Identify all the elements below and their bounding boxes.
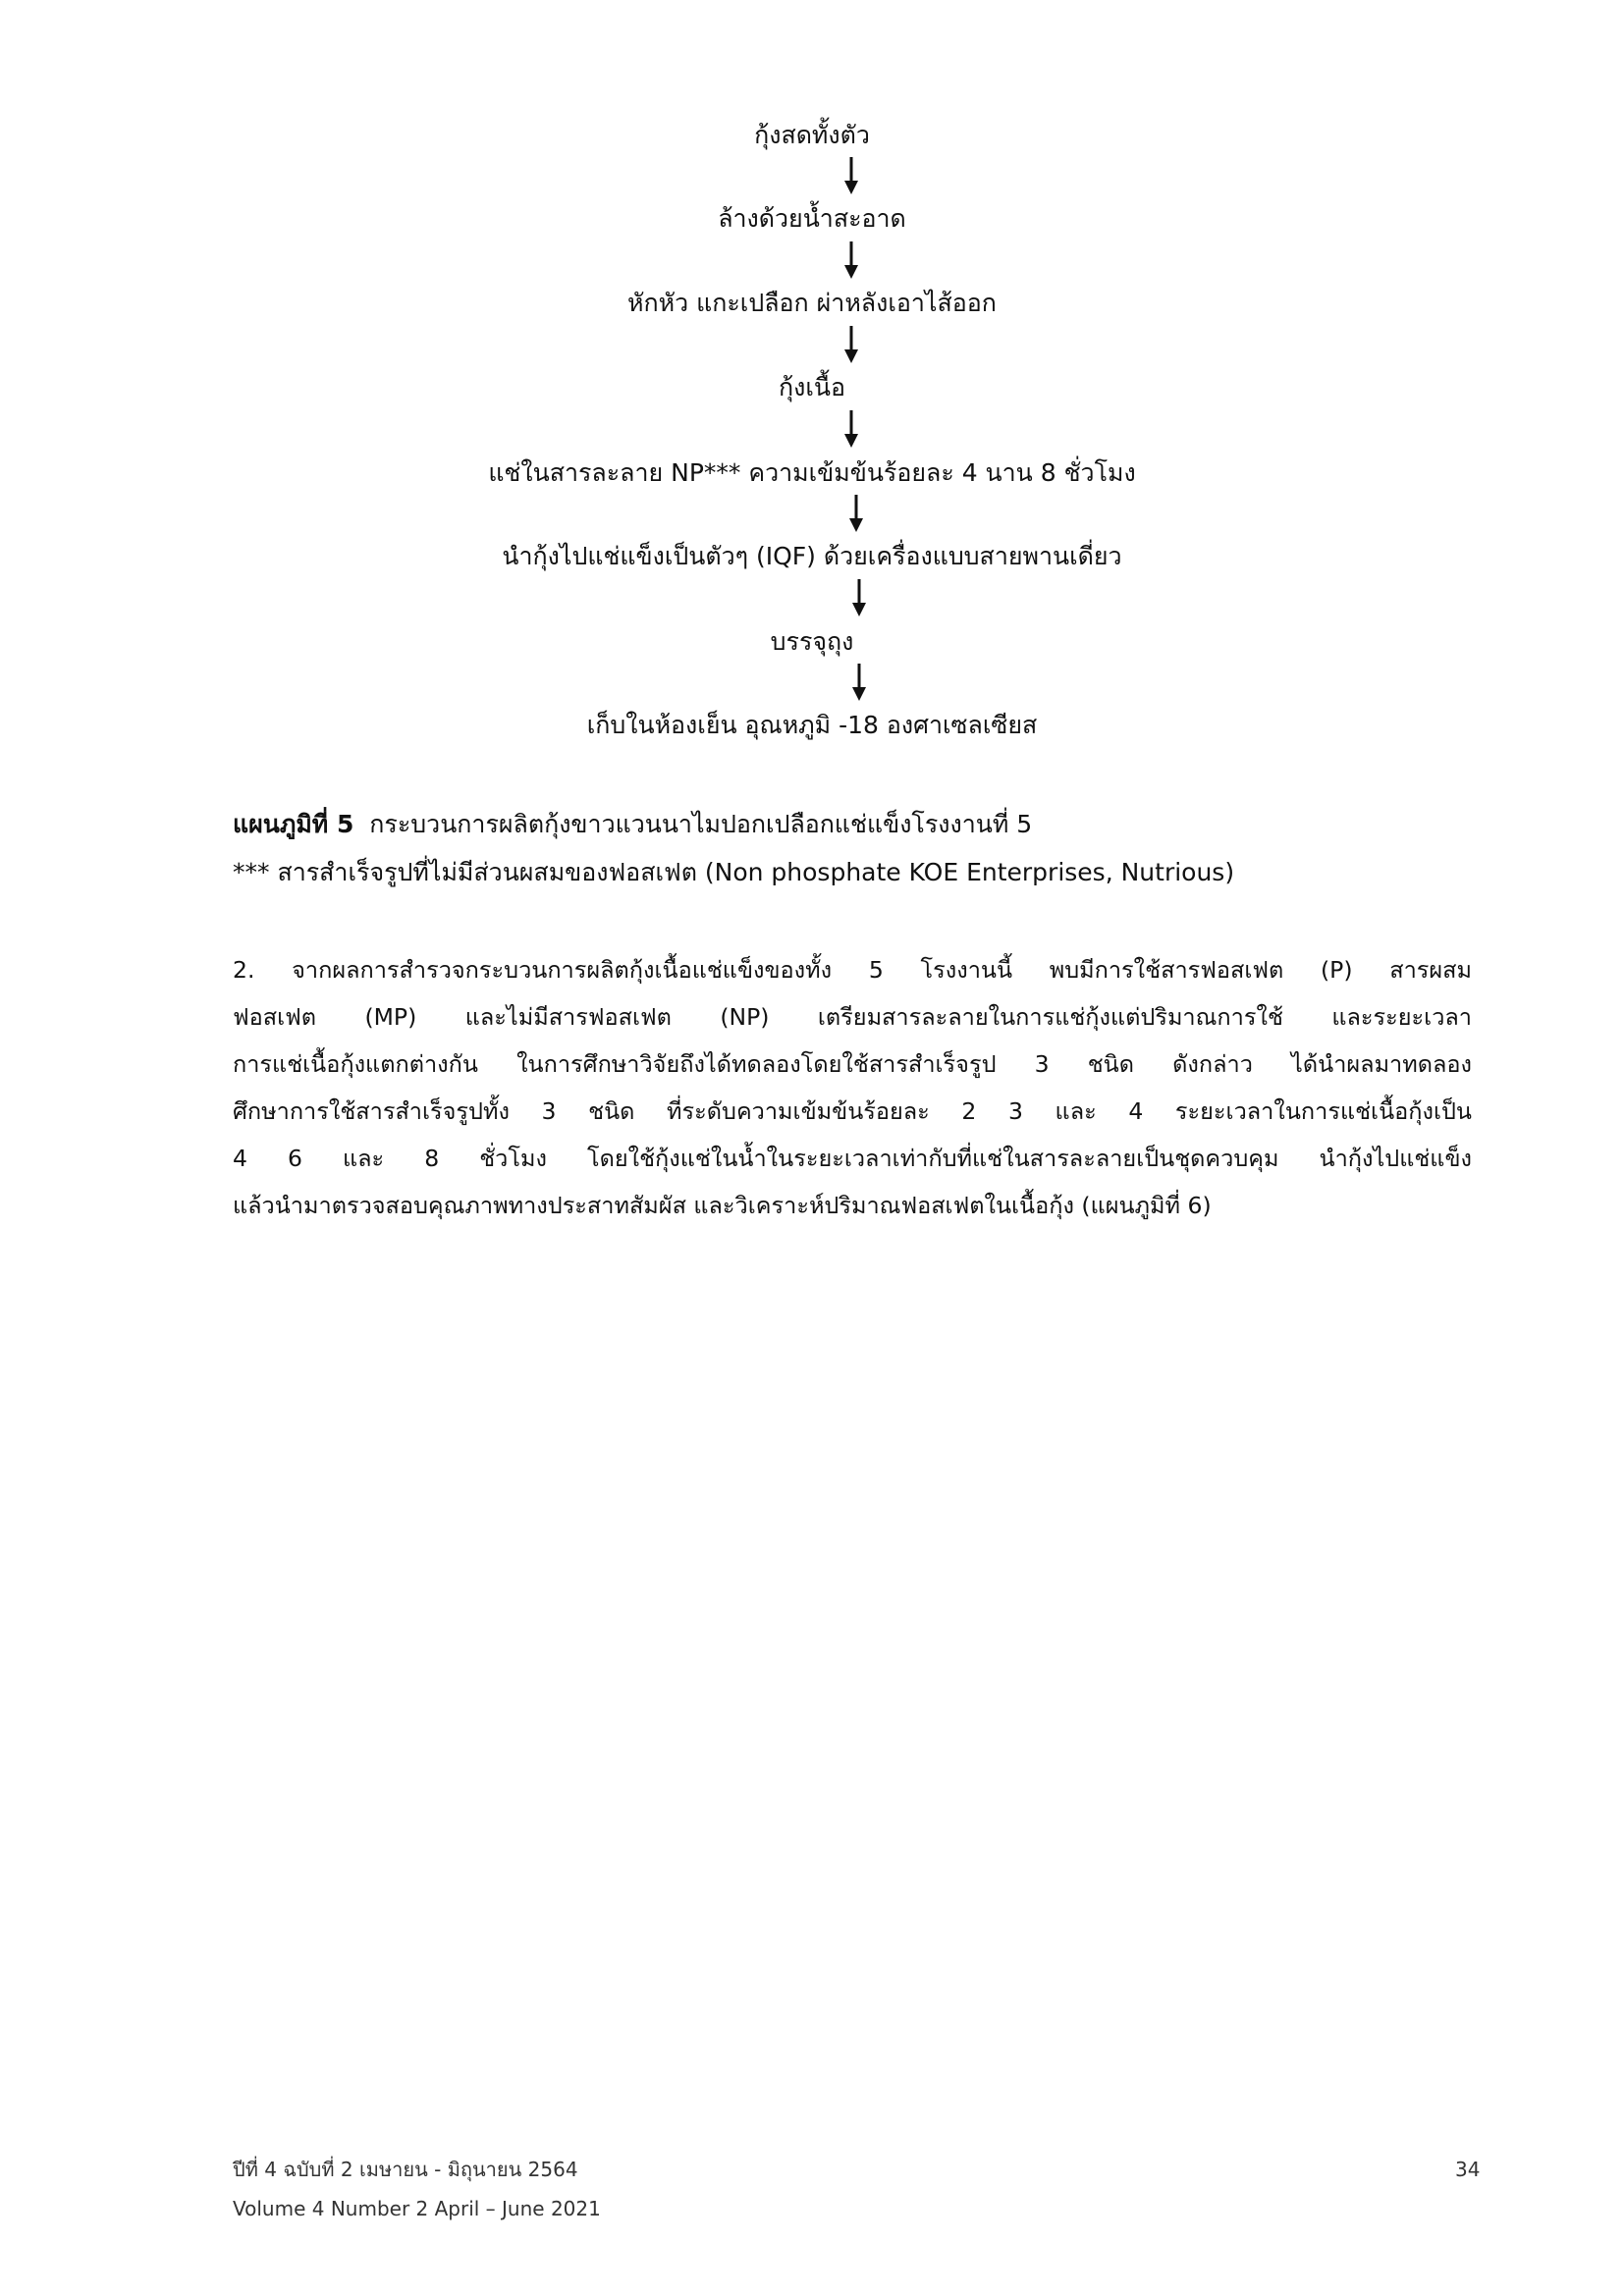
footer-issue-english: Volume 4 Number 2 April – June 2021 xyxy=(233,2197,601,2220)
flow-step-freeze: นำกุ้งไปแช่แข็งเป็นตัวๆ (IQF) ด้วยเครื่องแบบสายพานเดี่ยว xyxy=(502,542,1122,570)
paragraph-line: การแช่เนื้อกุ้งแตกต่างกัน ในการศึกษาวิจัยถึงได้ทดลองโดยใช้สารสำเร็จรูป 3 ชนิด ดังกล่าว ได้นำผลมาทดลอง xyxy=(233,1050,1472,1078)
flow-step-shrimp-meat: กุ้งเนื้อ xyxy=(779,373,845,401)
flow-step-pack: บรรจุถุง xyxy=(770,627,854,656)
figure-note: *** สารสำเร็จรูปที่ไม่มีส่วนผสมของฟอสเฟต (Non phosphate KOE Enterprises, Nutrious) xyxy=(233,858,1235,886)
flow-step-wash: ล้างด้วยน้ำสะอาด xyxy=(718,204,906,233)
figure-title: กระบวนการผลิตกุ้งขาวแวนนาไมปอกเปลือกแช่แข็งโรงงานที่ 5 xyxy=(369,810,1033,838)
flow-step-soak: แช่ในสารละลาย NP*** ความเข้มข้นร้อยละ 4 นาน 8 ชั่วโมง xyxy=(488,458,1136,487)
down-arrow-icon xyxy=(842,241,860,281)
flow-step-fresh-shrimp: กุ้งสดทั้งตัว xyxy=(754,121,870,149)
body-paragraph xyxy=(233,946,1472,1229)
down-arrow-icon xyxy=(850,579,868,618)
down-arrow-icon xyxy=(842,410,860,450)
footer-issue-thai: ปีที่ 4 ฉบับที่ 2 เมษายน - มิถุนายน 2564 xyxy=(233,2158,578,2181)
down-arrow-icon xyxy=(847,495,865,534)
down-arrow-icon xyxy=(850,664,868,703)
paragraph-line: แล้วนำมาตรวจสอบคุณภาพทางประสาทสัมผัส และวิเคราะห์ปริมาณฟอสเฟตในเนื้อกุ้ง (แผนภูมิที่ 6) xyxy=(233,1192,1212,1219)
paragraph-line: ศึกษาการใช้สารสำเร็จรูปทั้ง 3 ชนิด ที่ระดับความเข้มข้นร้อยละ 2 3 และ 4 ระยะเวลาในการแช่เนื้อกุ้งเป็น xyxy=(233,1097,1472,1125)
down-arrow-icon xyxy=(842,157,860,196)
figure-caption xyxy=(233,808,1032,841)
down-arrow-icon xyxy=(842,326,860,365)
page-number: 34 xyxy=(1455,2158,1481,2181)
flow-step-store: เก็บในห้องเย็น อุณหภูมิ -18 องศาเซลเซียส xyxy=(586,711,1038,739)
flow-step-peel: หักหัว แกะเปลือก ผ่าหลังเอาไส้ออก xyxy=(627,289,997,317)
paragraph-line: 2. จากผลการสำรวจกระบวนการผลิตกุ้งเนื้อแช่แข็งของทั้ง 5 โรงงานนี้ พบมีการใช้สารฟอสเฟต (P) สารผสม xyxy=(233,956,1472,984)
paragraph-line: 4 6 และ 8 ชั่วโมง โดยใช้กุ้งแช่ในน้ำในระยะเวลาเท่ากับที่แช่ในสารละลายเป็นชุดควบคุม นำกุ้งไปแช่แข็ง xyxy=(233,1145,1472,1172)
paragraph-line: ฟอสเฟต (MP) และไม่มีสารฟอสเฟต (NP) เตรียมสารละลายในการแช่กุ้งแต่ปริมาณการใช้ และระยะเวลา xyxy=(233,1003,1472,1031)
figure-label: แผนภูมิที่ 5 xyxy=(233,810,354,838)
